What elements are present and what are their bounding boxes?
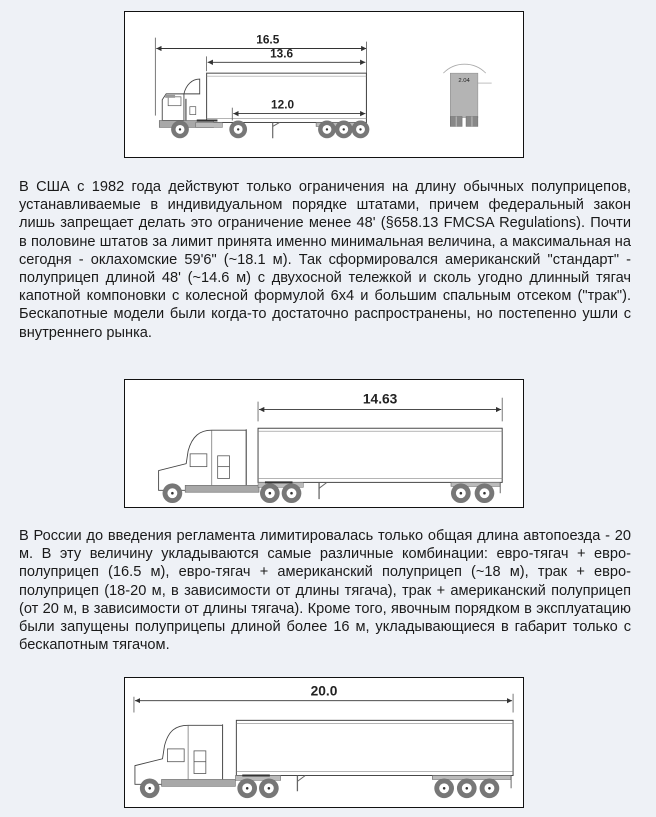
dimension-trailer bbox=[258, 392, 502, 422]
wheel bbox=[335, 121, 353, 139]
wheel bbox=[282, 483, 302, 503]
dimension-label-overall: 20.0 bbox=[310, 683, 338, 699]
us-semitrailer-drawing bbox=[125, 380, 523, 507]
wheel bbox=[229, 121, 247, 139]
wheel bbox=[140, 778, 160, 798]
wheel bbox=[259, 778, 279, 798]
wheel bbox=[237, 778, 257, 798]
paragraph-russia-regulations: В России до введения регламента лимитировалась только общая длина автопоезда - 20 м. В эту величину укладываются самые различные комбинации: евро-тягач + евро-полуприцеп (16.5 м), евро-тягач + американский полуприцеп (~18 м), трак + евро-полуприцеп (18-20 м, в зависимости от длины тягача), трак + американский полуприцеп (от 20 м, в зависимости от длины тягача). Кроме того, явочным порядком в эксплуатацию были запущены полуприцепы длиной более 16 м, укладывающиеся в габарит только с бескапотным тягачом. bbox=[19, 528, 631, 654]
wheel bbox=[480, 778, 500, 798]
wheel bbox=[171, 121, 189, 139]
wheel bbox=[434, 778, 454, 798]
wheel bbox=[318, 121, 336, 139]
wheel bbox=[451, 483, 471, 503]
figure-eu-truck-diagram bbox=[124, 11, 524, 158]
figure-us-road-train-diagram bbox=[124, 677, 524, 808]
dimension-label-trailer: 13.6 bbox=[270, 46, 294, 61]
wheel bbox=[260, 483, 280, 503]
wheel bbox=[163, 483, 183, 503]
wheel bbox=[475, 483, 495, 503]
us-road-train-drawing bbox=[125, 678, 523, 807]
wheel bbox=[457, 778, 477, 798]
rear-view bbox=[443, 64, 491, 126]
dimension-label-trailer: 14.63 bbox=[362, 391, 398, 407]
figure-us-semitrailer-diagram bbox=[124, 379, 524, 508]
dimension-label-overall: 16.5 bbox=[256, 32, 280, 47]
dimension-label-width: 2.04 bbox=[458, 78, 470, 85]
dimension-label-kingpin: 12.0 bbox=[271, 97, 295, 112]
eu-truck-drawing bbox=[125, 12, 523, 157]
dimension-overall bbox=[134, 684, 513, 713]
wheel bbox=[352, 121, 370, 139]
paragraph-usa-regulations: В США с 1982 года действуют только ограничения на длину обычных полуприцепов, устанавливаемые в индивидуальном порядке штатами, причем федеральный закон лишь запрещает делать это ограничение менее 48' (§658.13 FMCSA Regulations). Почти в половине штатов за лимит принята именно минимальная величина, а максимальная на сегодня - оклахомские 59'6" (~18.1 м). Так сформировался американский "стандарт" - полуприцеп длиной 48' (~14.6 м) с двухосной тележкой и сколь угодно длинный тягач капотной компоновки с колесной формулой 6x4 и большим спальным отсеком ("трак"). Бескапотные модели были когда-то достаточно распространены, но постепенно ушли с внутреннего рынка. bbox=[19, 179, 631, 341]
